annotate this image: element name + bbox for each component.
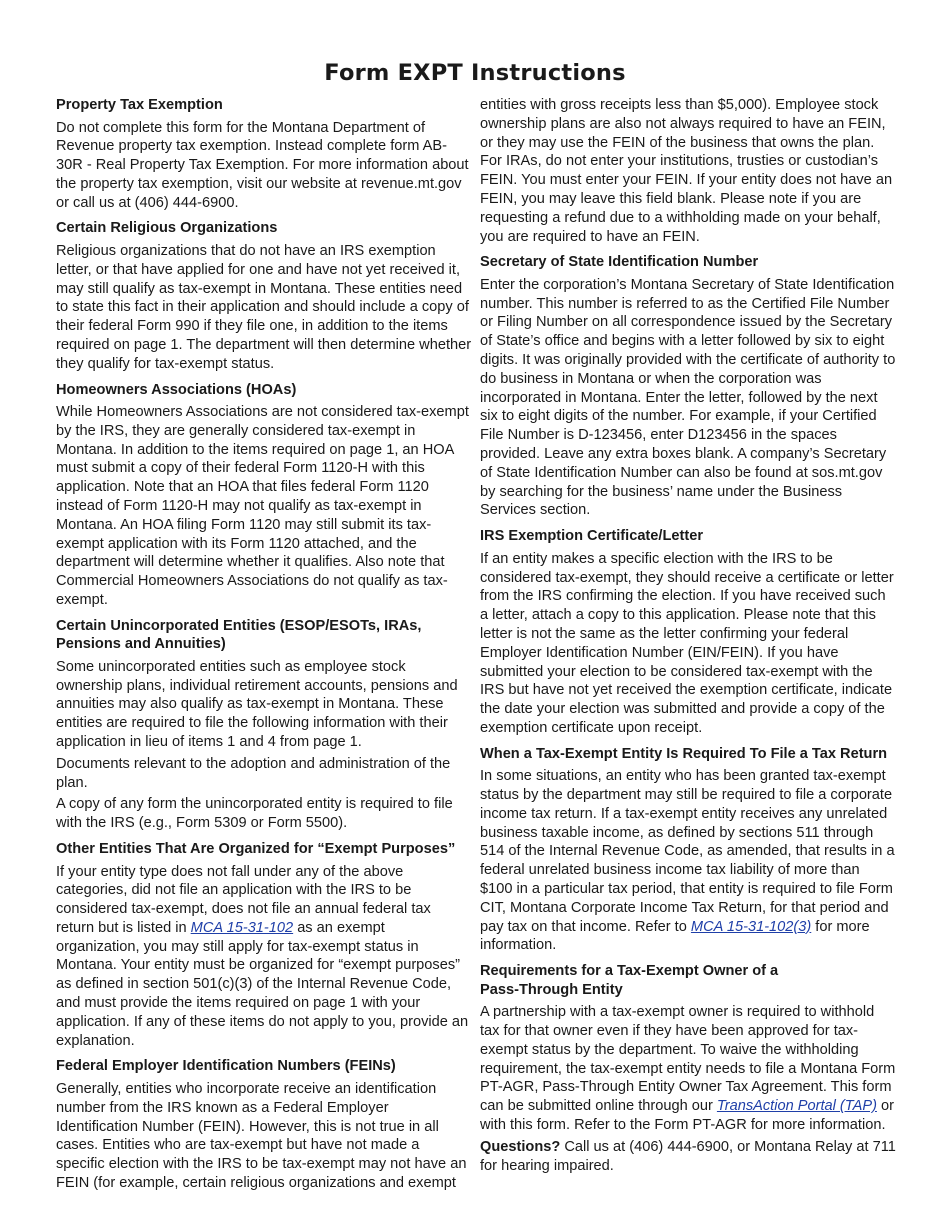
body-text: as an exempt organization, you may still apply for tax-exempt status in Montana. Your entity must be organized for “exempt purposes” as defined in section 501(c)(3) of the Internal Revenue Code, and must provide the items required on page 1 with your application. If any of these items do not apply to you, provide an explanation.: [56, 919, 469, 1049]
left-column: [56, 96, 472, 1200]
section-fein: [56, 1057, 472, 1192]
section-other-entities: [56, 840, 472, 1050]
questions-label: Questions?: [480, 1138, 561, 1155]
body-text: or with this form. Refer to the Form PT-AGR for more information.: [480, 1098, 894, 1133]
body-text: If your entity type does not fall under any of the above categories, did not file an application with the IRS to be considered tax-exempt, does not file an annual federal tax return but is listed in: [56, 863, 431, 936]
heading-line: Requirements for a Tax-Exempt Owner of a: [480, 963, 779, 980]
body-text: A partnership with a tax-exempt owner is required to withhold tax for that owner even if they have been approved for tax-exempt status by the department. To waive the withholding requirement, the tax-exempt entity needs to file a Montana Form PT-AGR, Pass-Through Entity Owner Tax Agreement. This form can be submitted online through our: [480, 1004, 896, 1115]
right-column: [480, 96, 896, 1182]
section-body: Documents relevant to the adoption and administration of the plan.: [56, 755, 451, 791]
section-heading: When a Tax-Exempt Entity Is Required To File a Tax Return: [480, 745, 888, 762]
section-property-tax: [56, 96, 472, 212]
section-body: [480, 1003, 896, 1135]
section-body: Do not complete this form for the Montana Department of Revenue property tax exemption. Instead complete form AB-30R - Real Property Tax Exemption. For more information about the property tax exemption, visit our website at revenue.mt.gov or call us at (406) 444-6900.: [56, 119, 469, 211]
transaction-portal-link[interactable]: TransAction Portal (TAP): [716, 1098, 877, 1115]
section-heading: Homeowners Associations (HOAs): [56, 381, 297, 398]
section-irs-letter: [480, 527, 896, 737]
questions-text: Call us at (406) 444-6900, or Montana Relay at 711 for hearing impaired.: [480, 1138, 896, 1174]
section-pass-through: [480, 962, 896, 1175]
questions-paragraph: [480, 1138, 896, 1176]
section-heading: [480, 962, 896, 999]
section-body: If an entity makes a specific election with the IRS to be considered tax-exempt, they should receive a certificate or letter from the IRS confirming the election. If you have received such a letter, attach a copy to this application. Please note that this letter is not the same as the letter confirming your federal Employer Identification Number (EIN/FEIN). If you have submitted your election to be considered tax-exempt with the IRS but have not yet received the exemption certificate, indicate the date your election was submitted and provide a copy of the exemption certificate upon receipt.: [480, 550, 894, 736]
section-body: [56, 863, 472, 1051]
section-body: [480, 767, 896, 955]
section-body: A copy of any form the unincorporated entity is required to file with the IRS (e.g., Form 5309 or Form 5500).: [56, 796, 453, 832]
body-text: for more information.: [480, 918, 870, 954]
mca-15-31-102-link[interactable]: MCA 15-31-102: [190, 919, 294, 936]
section-sos: [480, 253, 896, 520]
section-heading: Other Entities That Are Organized for “Exempt Purposes”: [56, 841, 456, 857]
section-heading: Federal Employer Identification Numbers (FEINs): [56, 1058, 396, 1075]
section-body: Religious organizations that do not have an IRS exemption letter, or that have applied for one and have not yet received it, may still qualify as tax-exempt in Montana. These entities need to state this fact in their application and should include a copy of their federal Form 990 if they file one, in addition to the items required on page 1. The department will then determine whether they qualify for tax-exempt status.: [56, 242, 472, 372]
section-fein-continued: [480, 96, 896, 246]
section-heading: Property Tax Exemption: [56, 97, 223, 113]
section-body: While Homeowners Associations are not considered tax-exempt by the IRS, they are generally considered tax-exempt in Montana. In addition to the items required on page 1, an HOA must submit a copy of their federal Form 1120-H with this application. Note that an HOA that files federal Form 1120 instead of Form 1120-H may not qualify as tax-exempt in Montana. An HOA filing Form 1120 may still submit its tax-exempt application with its Form 1120 attached, and the department will determine whether it qualifies. Also note that Commercial Homeowners Associations do not qualify as tax-exempt.: [56, 404, 469, 609]
mca-15-31-102-3-link[interactable]: MCA 15-31-102(3): [690, 918, 812, 935]
heading-line: Pass-Through Entity: [480, 981, 623, 998]
section-tax-return: [480, 745, 896, 955]
section-heading: IRS Exemption Certificate/Letter: [480, 528, 704, 545]
section-body: Generally, entities who incorporate receive an identification number from the IRS known as a Federal Employer Identification Number (FEIN). However, this is not true in all cases. Entities who are tax-exempt but have not made a specific election with the IRS to be tax-exempt may not have an FEIN (for example, certain religious organizations and exempt: [56, 1080, 467, 1191]
section-body: Enter the corporation’s Montana Secretary of State Identification number. This number is referred to as the Certified File Number or Filing Number on all correspondence issued by the Secretary of State’s office and begins with a letter followed by six to eight digits. It was originally provided with the certificate of authority to do business in Montana or when the corporation was incorporated in Montana. Enter the letter, followed by the next six to eight digits of the number. For example, if your Certified File Number is D-123456, enter D123456 in the spaces provided. Leave any extra boxes blank. A company’s Secretary of State Identification Number can also be found at sos.mt.gov by searching for the business’ name under the Business Services section.: [480, 276, 896, 519]
page-title: Form EXPT Instructions: [324, 60, 626, 86]
section-heading: Secretary of State Identification Number: [480, 254, 759, 271]
section-body: Some unincorporated entities such as employee stock ownership plans, individual retirement accounts, pensions and annuities may also qualify as tax-exempt in Montana. These entities are required to file the following information with their application in lieu of items 1 and 4 from page 1.: [56, 658, 458, 751]
section-unincorporated: [56, 617, 472, 833]
section-hoa: [56, 381, 472, 610]
section-body: entities with gross receipts less than $5,000). Employee stock ownership plans are also not always required to have an FEIN, or they may use the FEIN of the business that owns the plan. For IRAs, do not enter your institutions, trusties or custodian’s FEIN. You must enter your FEIN. If your entity does not have an FEIN, you may leave this field blank. Please note if you are requesting a refund due to a withholding made on your behalf, you are required to have an FEIN.: [480, 97, 893, 245]
section-heading: Certain Unincorporated Entities (ESOP/ESOTs, IRAs, Pensions and Annuities): [56, 617, 422, 653]
body-text: In some situations, an entity who has been granted tax-exempt status by the department may still be required to file a corporate income tax return. If a tax-exempt entity receives any unrelated business taxable income, as defined by sections 511 through 514 of the Internal Revenue Code, as amended, that results in a federal unrelated business income tax liability of more than $100 in a particular tax period, that entity is required to file Form CIT, Montana Corporate Income Tax Return, for that period and pay tax on that income. Refer to: [480, 768, 895, 935]
section-religious: [56, 219, 472, 373]
section-heading: Certain Religious Organizations: [56, 220, 278, 237]
